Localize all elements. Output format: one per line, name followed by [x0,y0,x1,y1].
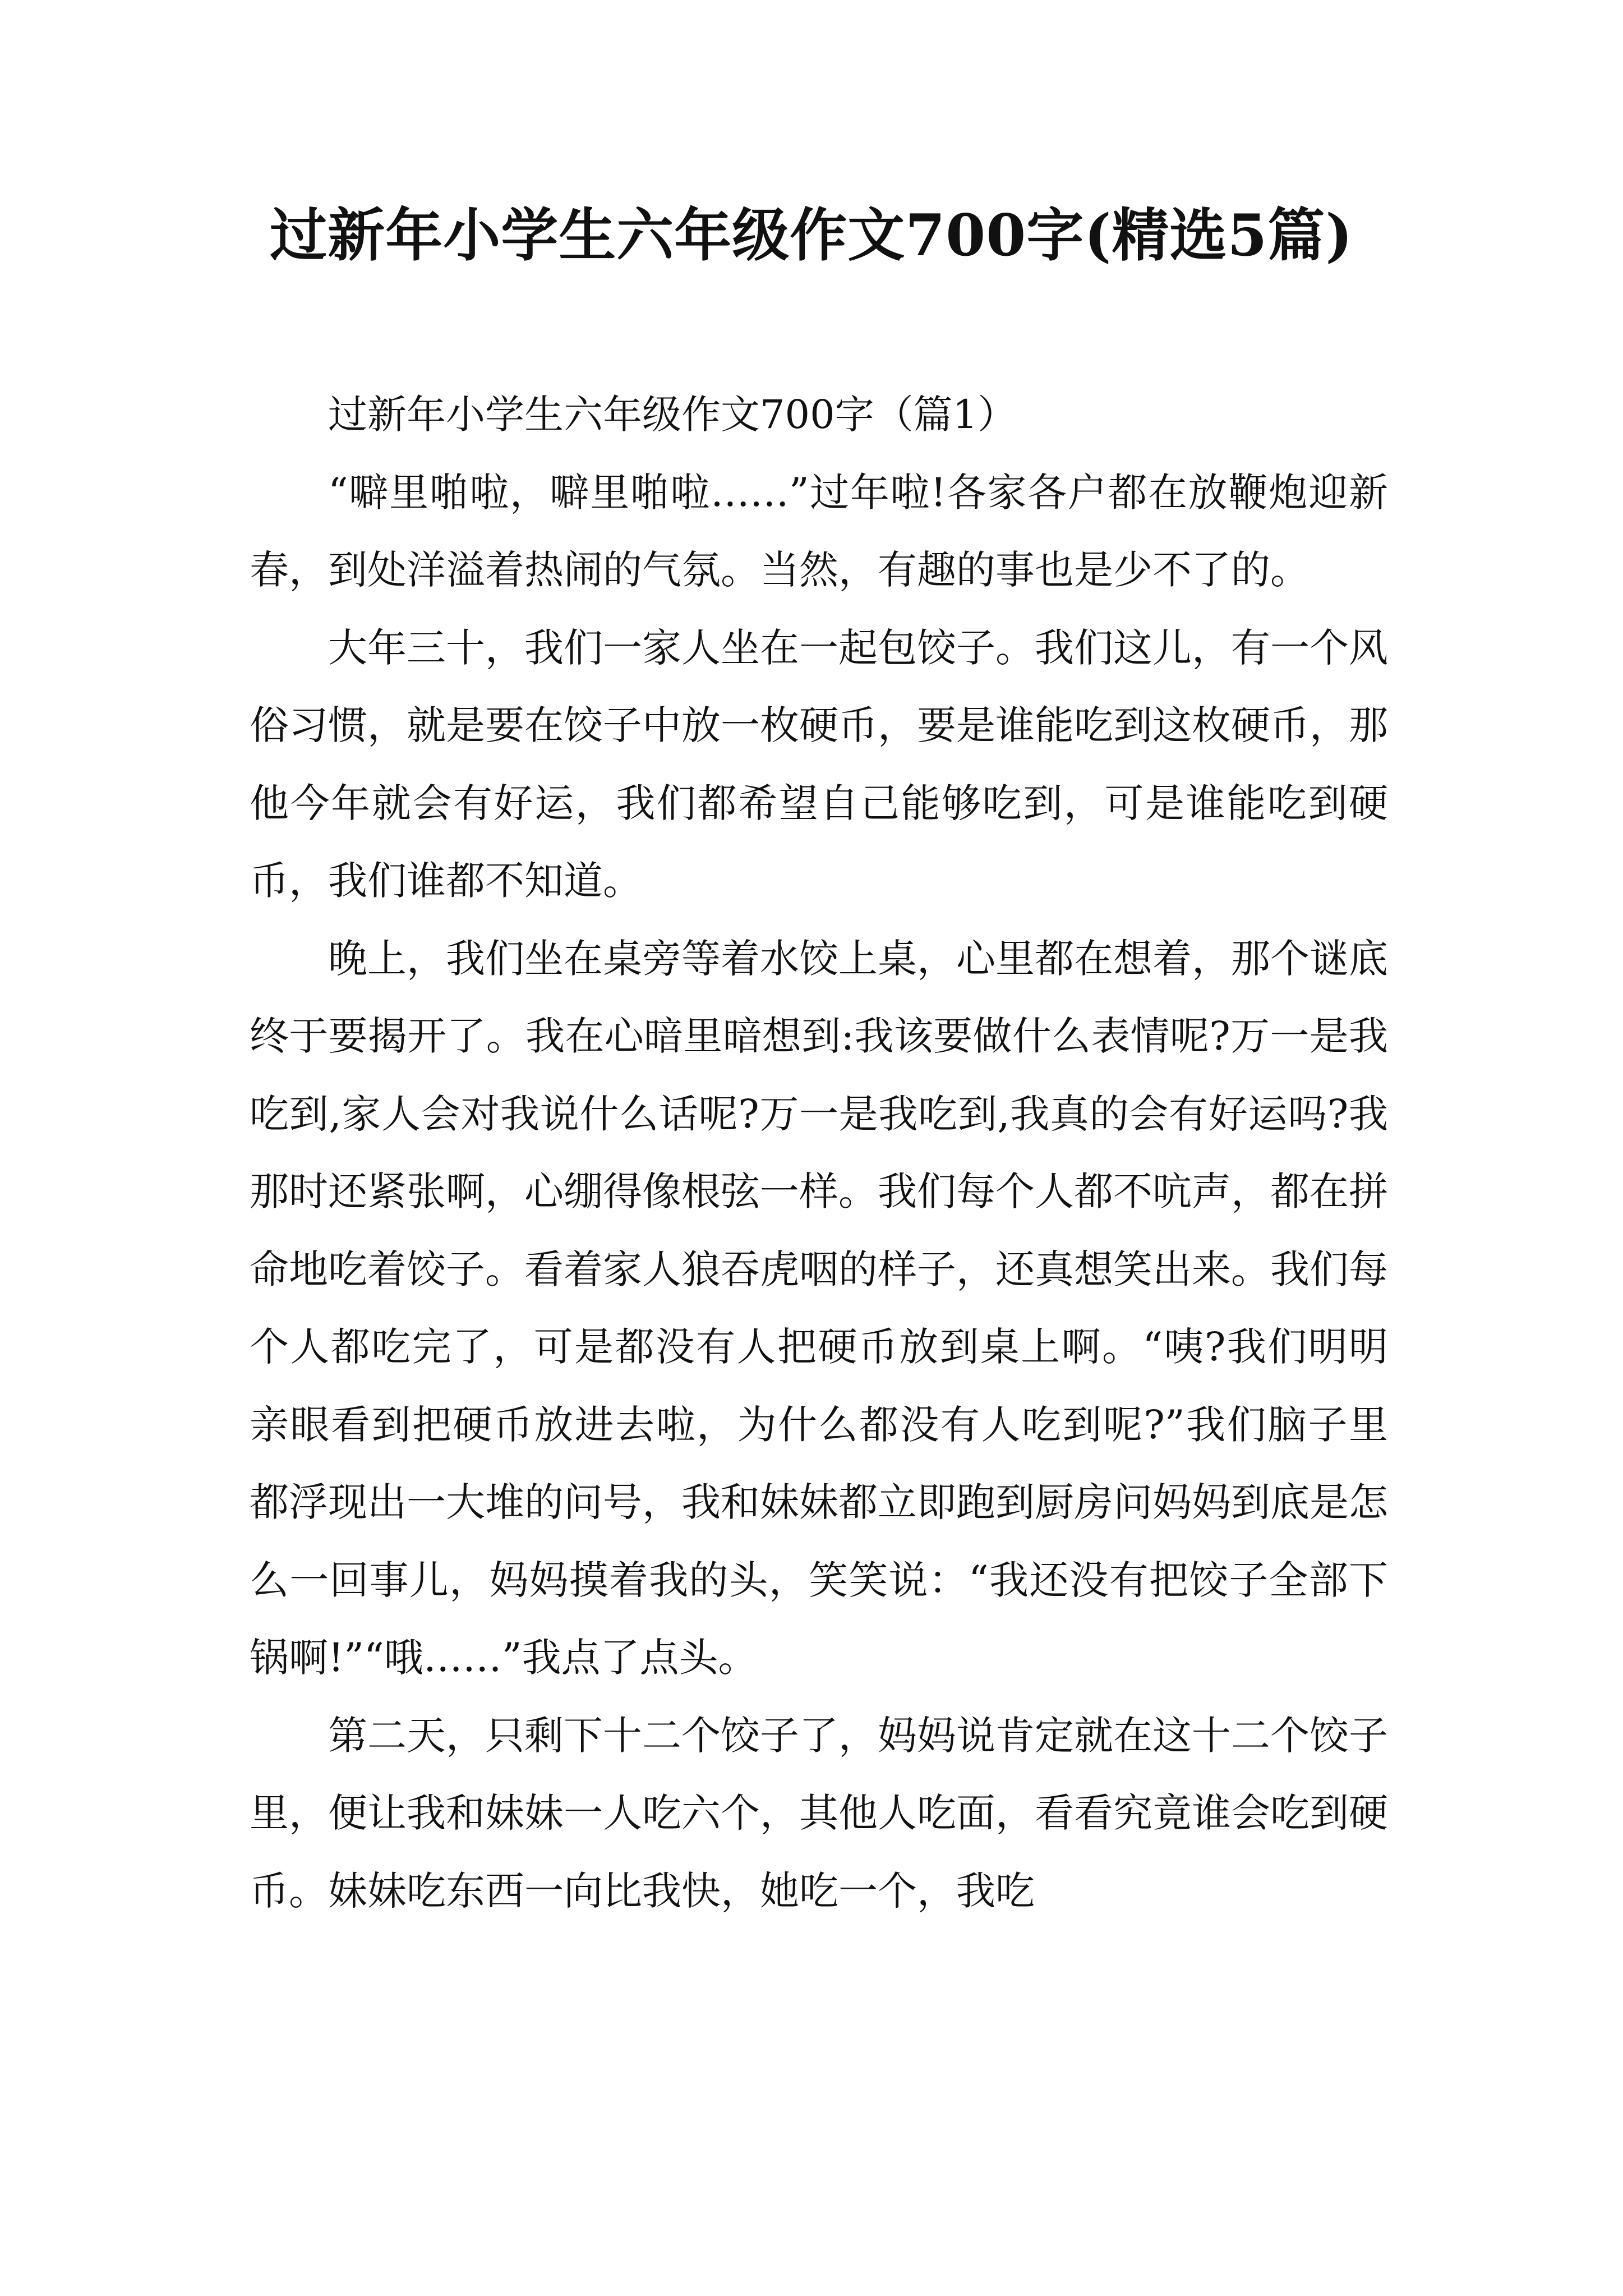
document-title: 过新年小学生六年级作文700字(精选5篇) [270,202,1353,269]
paragraph: “噼里啪啦，噼里啪啦……”过年啦!各家各户都在放鞭炮迎新春，到处洋溢着热闹的气氛。当然，有趣的事也是少不了的。 [250,469,1388,593]
document-body [250,376,1388,1930]
paragraph: 第二天，只剩下十二个饺子了，妈妈说肯定就在这十二个饺子里，便让我和妹妹一人吃六个，其他人吃面，看看究竟谁会吃到硬币。妹妹吃东西一向比我快，她吃一个，我吃 [250,1712,1388,1914]
section-heading: 过新年小学生六年级作文700字（篇1） [328,392,1017,438]
paragraph: 晚上，我们坐在桌旁等着水饺上桌，心里都在想着，那个谜底终于要揭开了。我在心暗里暗想到:我该要做什么表情呢?万一是我吃到,家人会对我说什么话呢?万一是我吃到,我真的会有好运吗?我那时还紧张啊，心绷得像根弦一样。我们每个人都不吭声，都在拼命地吃着饺子。看着家人狼吞虎咽的样子，还真想笑出来。我们每个人都吃完了，可是都没有人把硬币放到桌上啊。“咦?我们明明亲眼看到把硬币放进去啦，为什么都没有人吃到呢?”我们脑子里都浮现出一大堆的问号，我和妹妹都立即跑到厨房问妈妈到底是怎么一回事儿，妈妈摸着我的头，笑笑说：“我还没有把饺子全部下锅啊!”“哦……”我点了点头。 [250,935,1388,1681]
paragraph: 大年三十，我们一家人坐在一起包饺子。我们这儿，有一个风俗习惯，就是要在饺子中放一枚硬币，要是谁能吃到这枚硬币，那他今年就会有好运，我们都希望自己能够吃到，可是谁能吃到硬币，我们谁都不知道。 [250,624,1388,904]
